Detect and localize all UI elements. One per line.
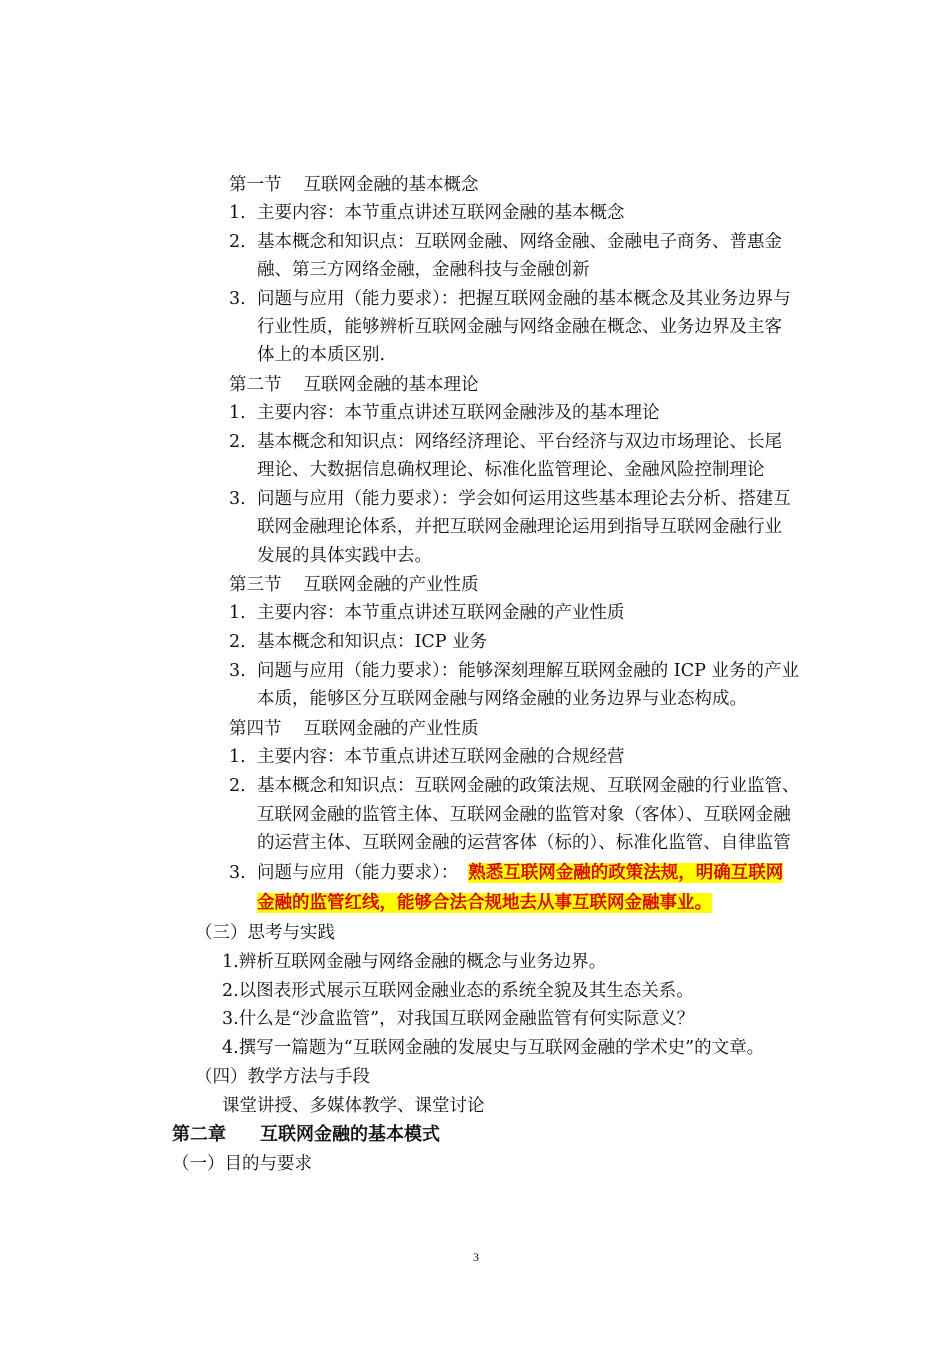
highlighted-text: 熟悉互联网金融的政策法规，明确互联网 — [468, 863, 784, 883]
list-item: 2. 基本概念和知识点：ICP 业务 — [229, 632, 488, 652]
list-item: 1. 主要内容：本节重点讲述互联网金融的合规经营 — [229, 747, 625, 767]
list-item: 3. 问题与应用（能力要求）：把握互联网金融的基本概念及其业务边界与 — [229, 289, 791, 309]
list-item: 1. 主要内容：本节重点讲述互联网金融涉及的基本理论 — [229, 403, 660, 423]
list-item: 3. 问题与应用（能力要求）：学会如何运用这些基本理论去分析、搭建互 — [229, 489, 791, 509]
page-number: 3 — [473, 1250, 479, 1264]
practice-item: 3.什么是“沙盒监管”，对我国互联网金融监管有何实际意义？ — [222, 1009, 695, 1029]
section-1-title: 第一节 互联网金融的基本概念 — [229, 175, 479, 195]
highlighted-text: 金融的监管红线，能够合法合规地去从事互联网金融事业。 — [257, 893, 712, 913]
list-item-continuation: 理论、大数据信息确权理论、标准化监管理论、金融风险控制理论 — [257, 460, 765, 480]
practice-heading: （三）思考与实践 — [195, 923, 335, 943]
goal-heading: （一）目的与要求 — [172, 1154, 312, 1174]
practice-item: 2.以图表形式展示互联网金融业态的系统全貌及其生态关系。 — [222, 981, 694, 1001]
chapter-title: 第二章 互联网金融的基本模式 — [172, 1124, 440, 1145]
list-item-continuation: 的运营主体、互联网金融的运营客体（标的）、标准化监管、自律监管 — [257, 833, 791, 853]
list-item: 1. 主要内容：本节重点讲述互联网金融的基本概念 — [229, 203, 625, 223]
list-item: 2. 基本概念和知识点：网络经济理论、平台经济与双边市场理论、长尾 — [229, 432, 782, 452]
list-item-continuation: 互联网金融的监管主体、互联网金融的监管对象（客体）、互联网金融 — [257, 805, 791, 825]
list-item-continuation: 本质，能够区分互联网金融与网络金融的业务边界与业态构成。 — [257, 689, 747, 709]
section-4-title: 第四节 互联网金融的产业性质 — [229, 719, 479, 739]
list-item-continuation: 体上的本质区别. — [257, 345, 386, 365]
list-item-highlighted: 3. 问题与应用（能力要求）： 熟悉互联网金融的政策法规，明确互联网 — [229, 863, 784, 883]
section-3-title: 第三节 互联网金融的产业性质 — [229, 575, 479, 595]
list-item: 2. 基本概念和知识点：互联网金融、网络金融、金融电子商务、普惠金 — [229, 232, 782, 252]
list-item-continuation: 行业性质，能够辨析互联网金融与网络金融在概念、业务边界及主客 — [257, 317, 782, 337]
list-item-continuation: 融、第三方网络金融，金融科技与金融创新 — [257, 260, 590, 280]
methods-heading: （四）教学方法与手段 — [195, 1067, 370, 1087]
list-item-continuation — [257, 890, 712, 916]
practice-item: 1.辨析互联网金融与网络金融的概念与业务边界。 — [222, 952, 607, 972]
practice-item: 4.撰写一篇题为“互联网金融的发展史与互联网金融的学术史”的文章。 — [222, 1038, 765, 1058]
list-item-continuation: 联网金融理论体系，并把互联网金融理论运用到指导互联网金融行业 — [257, 517, 782, 537]
methods-text: 课堂讲授、多媒体教学、课堂讨论 — [222, 1096, 485, 1116]
section-2-title: 第二节 互联网金融的基本理论 — [229, 375, 479, 395]
list-item: 3. 问题与应用（能力要求）：能够深刻理解互联网金融的 ICP 业务的产业 — [229, 661, 799, 681]
list-item: 1. 主要内容：本节重点讲述互联网金融的产业性质 — [229, 603, 625, 623]
list-item: 2. 基本概念和知识点：互联网金融的政策法规、互联网金融的行业监管、 — [229, 776, 800, 796]
list-item-continuation: 发展的具体实践中去。 — [257, 546, 432, 566]
